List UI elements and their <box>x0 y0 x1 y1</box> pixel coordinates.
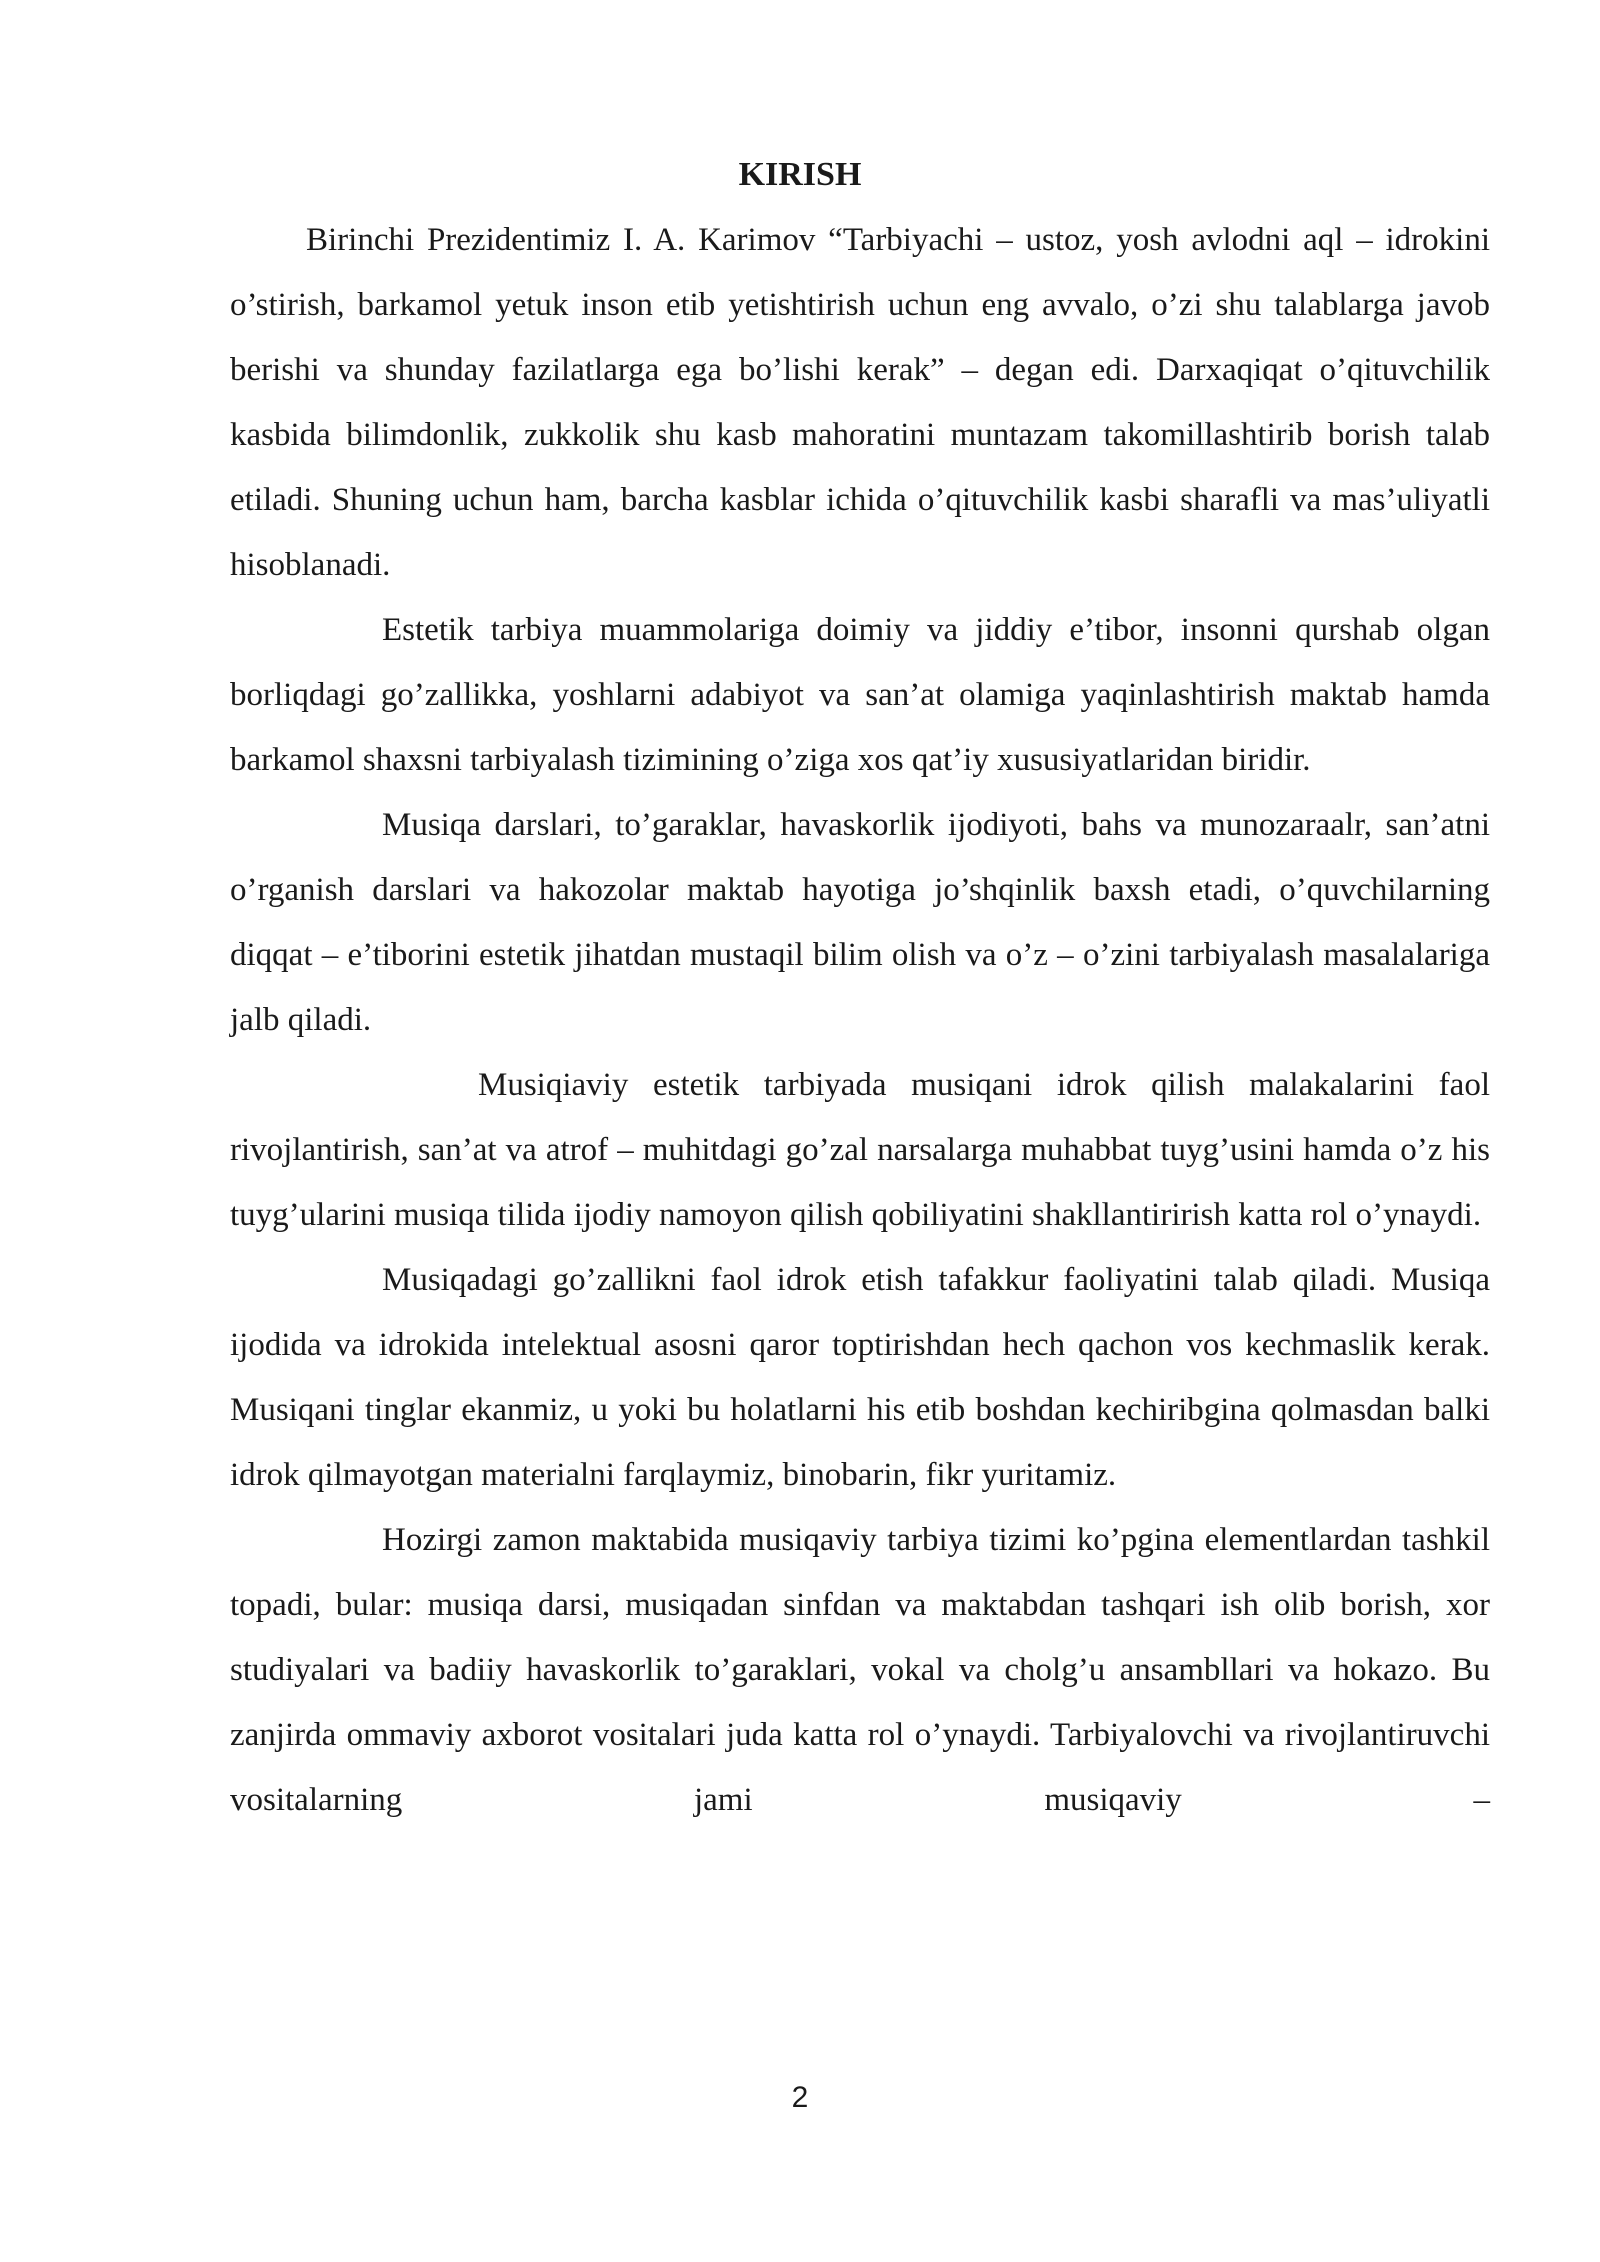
paragraph-4: Musiqiaviy estetik tarbiyada musiqani idrok qilish malakalarini faol rivojlantirish, san’at va atrof – muhitdagi go’zal narsalarga muhabbat tuyg’usini hamda o’z his tuyg’ularini musiqa tilida ijodiy namoyon qilish qobiliyatini shakllantirirish katta rol o’ynaydi. <box>230 1067 1490 1233</box>
section-title: KIRISH <box>738 156 862 193</box>
document-body <box>230 208 1490 1833</box>
paragraph-2: Estetik tarbiya muammolariga doimiy va jiddiy e’tibor, insonni qurshab olgan borliqdagi go’zallikka, yoshlarni adabiyot va san’at olamiga yaqinlashtirish maktab hamda barkamol shaxsni tarbiyalash tizimining o’ziga xos qat’iy xususiyatlaridan biridir. <box>230 612 1490 778</box>
paragraph-6: Hozirgi zamon maktabida musiqaviy tarbiya tizimi ko’pgina elementlardan tashkil topadi, bular: musiqa darsi, musiqadan sinfdan va maktabdan tashqari ish olib borish, xor studiyalari va badiiy havaskorlik to’garaklari, vokal va cholg’u ansambllari va hokazo. Bu zanjirda ommaviy axborot vositalari juda katta rol o’ynaydi. Tarbiyalovchi va rivojlantiruvchi vositalarning jami musiqaviy – <box>230 1522 1490 1818</box>
paragraph-3: Musiqa darslari, to’garaklar, havaskorlik ijodiyoti, bahs va munozaraalr, san’atni o’rganish darslari va hakozolar maktab hayotiga jo’shqinlik baxsh etadi, o’quvchilarning diqqat – e’tiborini estetik jihatdan mustaqil bilim olish va o’z – o’zini tarbiyalash masalalariga jalb qiladi. <box>230 807 1490 1038</box>
paragraph-1: Birinchi Prezidentimiz I. A. Karimov “Tarbiyachi – ustoz, yosh avlodni aql – idrokini o’stirish, barkamol yetuk inson etib yetishtirish uchun eng avvalo, o’zi shu talablarga javob berishi va shunday fazilatlarga ega bo’lishi kerak” – degan edi. Darxaqiqat o’qituvchilik kasbida bilimdonlik, zukkolik shu kasb mahoratini muntazam takomillashtirib borish talab etiladi. Shuning uchun ham, barcha kasblar ichida o’qituvchilik kasbi sharafli va mas’uliyatli hisoblanadi. <box>230 222 1490 583</box>
page-number: 2 <box>791 2081 809 2114</box>
paragraph-5: Musiqadagi go’zallikni faol idrok etish tafakkur faoliyatini talab qiladi. Musiqa ijodida va idrokida intelektual asosni qaror toptirishdan hech qachon vos kechmaslik kerak. Musiqani tinglar ekanmiz, u yoki bu holatlarni his etib boshdan kechiribgina qolmasdan balki idrok qilmayotgan materialni farqlaymiz, binobarin, fikr yuritamiz. <box>230 1262 1490 1493</box>
